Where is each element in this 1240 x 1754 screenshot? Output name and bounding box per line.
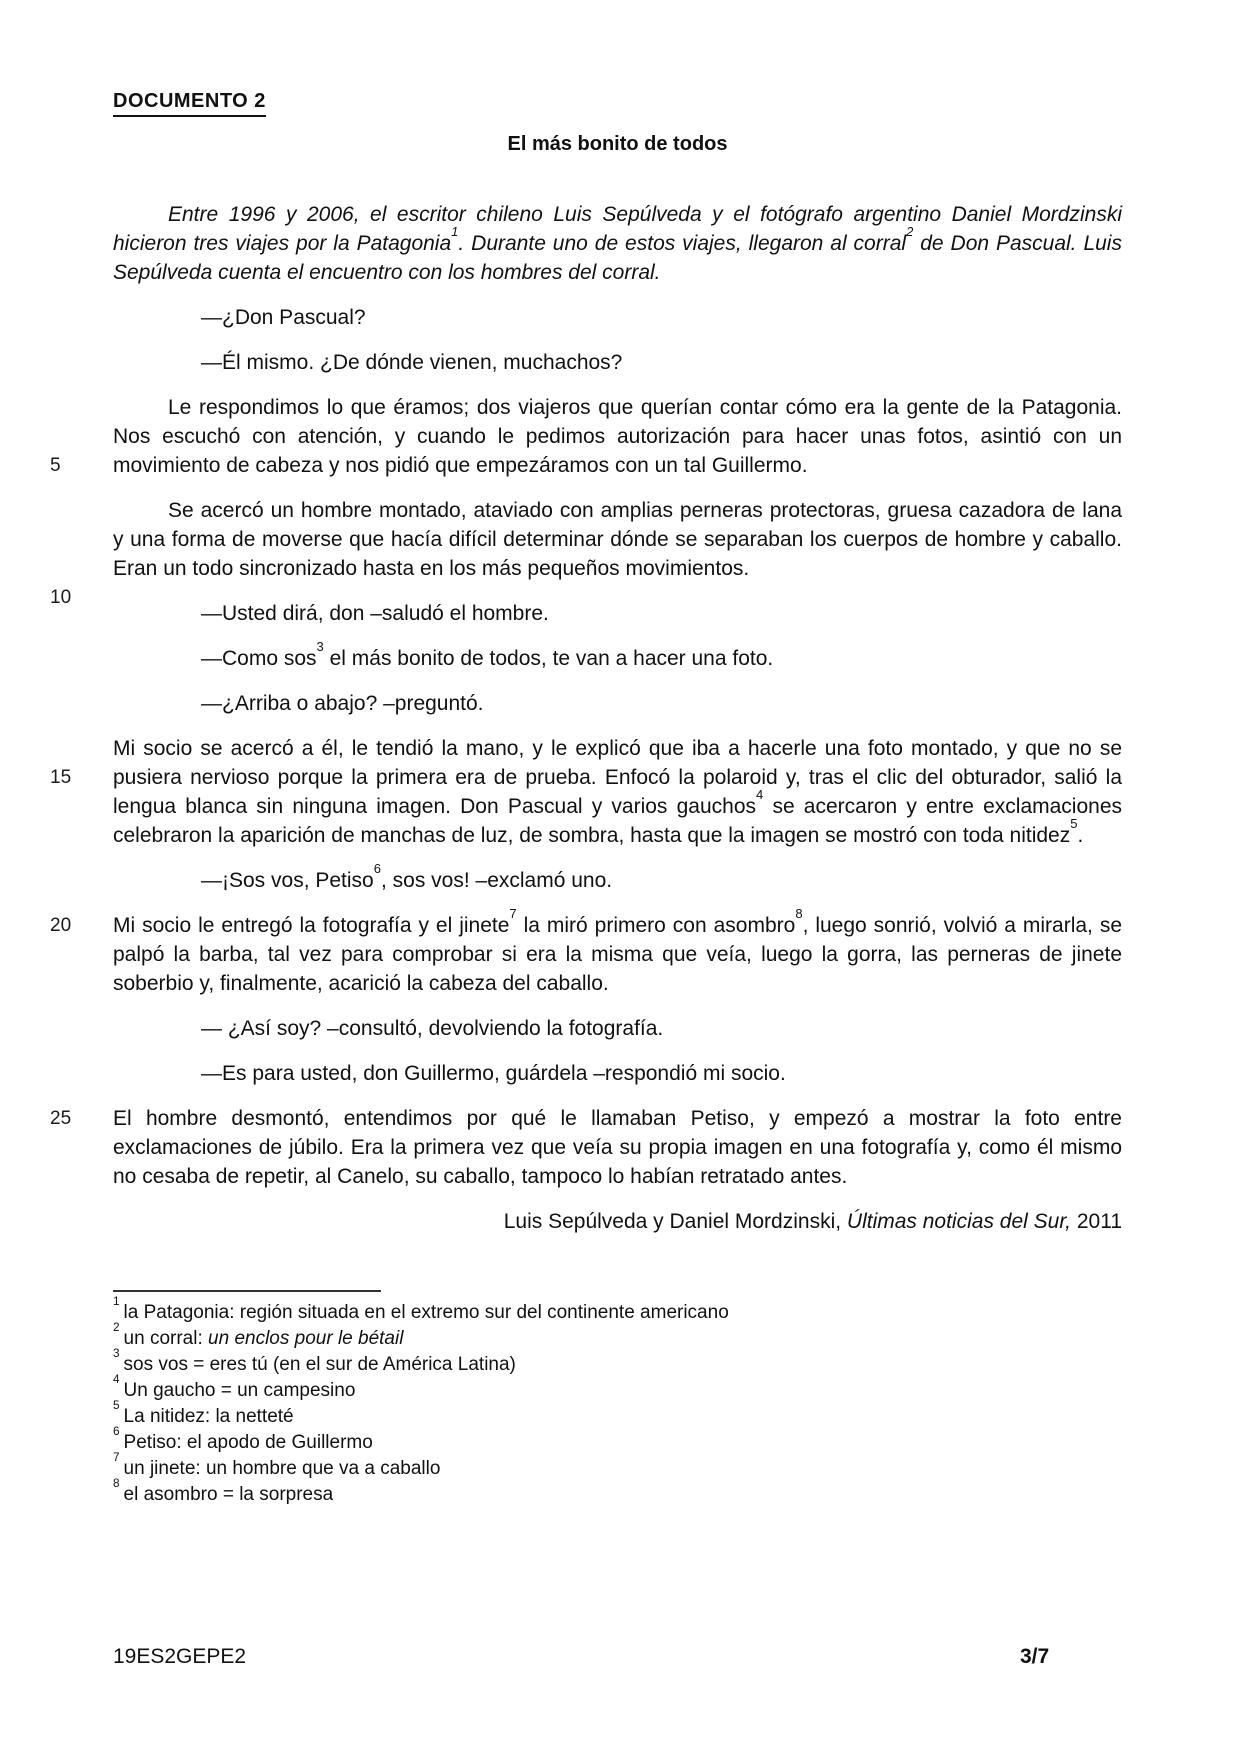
footnote-ref: 2 xyxy=(906,224,914,240)
footnote: $^3$sos vos = eres tú (en el sur de América Latina) xyxy=(113,1347,516,1375)
document-label: DOCUMENTO 2 xyxy=(113,90,266,117)
footnote-ref: 5 xyxy=(1070,816,1078,832)
footnote-number: 4 xyxy=(113,1373,120,1387)
dialogue-line: —Él mismo. ¿De dónde vienen, muchachos? xyxy=(201,351,623,374)
footnotes-section xyxy=(113,1290,1122,1508)
footnote: $^6$Petiso: el apodo de Guillermo xyxy=(113,1425,373,1453)
prose-paragraph: 15 Mi socio se acercó a él, le tendió la mano, y le explicó que iba a hacerle una foto montado, y que no se pusiera nervioso porque la primera era de prueba. Enfocó la polaroid y, tras el clic del obturador, salió la lengua blanca sin ninguna imagen. Don Pascual y varios gauchos$^4$ se acercaron y entre exclamaciones celebraron la aparición de manchas de luz, de sombra, hasta que la imagen se mostró con toda nitidez$^5$. xyxy=(50,737,1122,847)
dialogue-line: —Usted dirá, don –saludó el hombre. xyxy=(201,602,549,625)
footnote-number: 5 xyxy=(113,1399,120,1413)
document-body xyxy=(50,303,1123,1191)
dialogue-line: —¿Arriba o abajo? –preguntó. xyxy=(201,692,484,715)
footnote-list xyxy=(113,1295,1122,1508)
footnote: $^7$un jinete: un hombre que va a caballo xyxy=(113,1451,441,1479)
dialogue-line: — ¿Así soy? –consultó, devolviendo la fotografía. xyxy=(201,1017,664,1040)
document-code: 19ES2GEPE2 xyxy=(113,1645,247,1668)
prose-paragraph: 10 Se acercó un hombre montado, ataviado con amplias perneras protectoras, gruesa cazadora de lana y una forma de moverse que hacía difícil determinar dónde se separaban los cuerpos de hombre y caballo. Eran un todo sincronizado hasta en los más pequeños movimientos. xyxy=(113,496,1122,583)
dialogue-line: —¡Sos vos, Petiso$^6$, sos vos! –exclamó uno. xyxy=(201,861,613,892)
line-number: 15 xyxy=(50,767,72,788)
line-number: 10 xyxy=(50,587,72,608)
footnote: $^2$un corral: un enclos pour le bétail xyxy=(113,1321,404,1349)
footnote-ref: 3 xyxy=(316,639,324,655)
prose-paragraph: 20 Mi socio le entregó la fotografía y el jinete$^7$ la miró primero con asombro$^8$, luego sonrió, volvió a mirarla, se palpó la barba, tal vez para comprobar si era la misma que veía, luego la gorra, las perneras de jinete soberbio y, finalmente, acarició la cabeza del caballo. xyxy=(50,906,1123,995)
footnote-ref: 7 xyxy=(509,906,517,922)
footnote-ref: 4 xyxy=(756,787,764,803)
line-number: 25 xyxy=(50,1108,72,1129)
prose-paragraph: 5 Le respondimos lo que éramos; dos viajeros que querían contar cómo era la gente de la Patagonia. Nos escuchó con atención, y cuando le pedimos autorización para hacer unas fotos, asintió con un movimiento de cabeza y nos pidió que empezáramos con un tal Guillermo. xyxy=(113,393,1122,480)
footnote-ref: 1 xyxy=(451,224,459,240)
footnote-number: 3 xyxy=(113,1347,120,1361)
document-title: El más bonito de todos xyxy=(507,133,728,155)
footnote: $^4$Un gaucho = un campesino xyxy=(113,1373,356,1401)
footnote: $^1$la Patagonia: región situada en el extremo sur del continente americano xyxy=(113,1295,729,1323)
line-number: 20 xyxy=(50,915,72,936)
footnote-number: 2 xyxy=(113,1321,120,1335)
attribution-line: Luis Sepúlveda y Daniel Mordzinski, Últimas noticias del Sur, 2011 xyxy=(503,1210,1122,1233)
dialogue-line: —Como sos$^3$ el más bonito de todos, te van a hacer una foto. xyxy=(201,639,774,670)
footnote-ref: 6 xyxy=(373,861,381,877)
prose-paragraph: 25 El hombre desmontó, entendimos por qué le llamaban Petiso, y empezó a mostrar la foto entre exclamaciones de júbilo. Era la primera vez que veía su propia imagen en una fotografía y, como él mismo no cesaba de repetir, al Canelo, su caballo, tampoco lo habían retratado antes. xyxy=(113,1104,1122,1191)
dialogue-line: —Es para usted, don Guillermo, guárdela –respondió mi socio. xyxy=(201,1062,786,1085)
footnote-separator xyxy=(113,1290,381,1292)
line-number: 5 xyxy=(50,455,61,476)
footnote: $^5$La nitidez: la netteté xyxy=(113,1399,294,1427)
footnote-ref: 8 xyxy=(795,906,803,922)
dialogue-line: —¿Don Pascual? xyxy=(201,306,366,329)
footnote-number: 7 xyxy=(113,1451,120,1465)
footnote-number: 6 xyxy=(113,1425,120,1439)
intro-paragraph: Entre 1996 y 2006, el escritor chileno Luis Sepúlveda y el fotógrafo argentino Daniel Mordzinski hicieron tres viajes por la Patagonia$^1$. Durante uno de estos viajes, llegaron al corral$^2$ de Don Pascual. Luis Sepúlveda cuenta el encuentro con los hombres del corral. xyxy=(113,203,1122,284)
footnote-number: 1 xyxy=(113,1295,120,1309)
footnote: $^8$el asombro = la sorpresa xyxy=(113,1477,334,1505)
footnote-number: 8 xyxy=(113,1477,120,1491)
page-number: 3/7 xyxy=(1020,1645,1050,1668)
